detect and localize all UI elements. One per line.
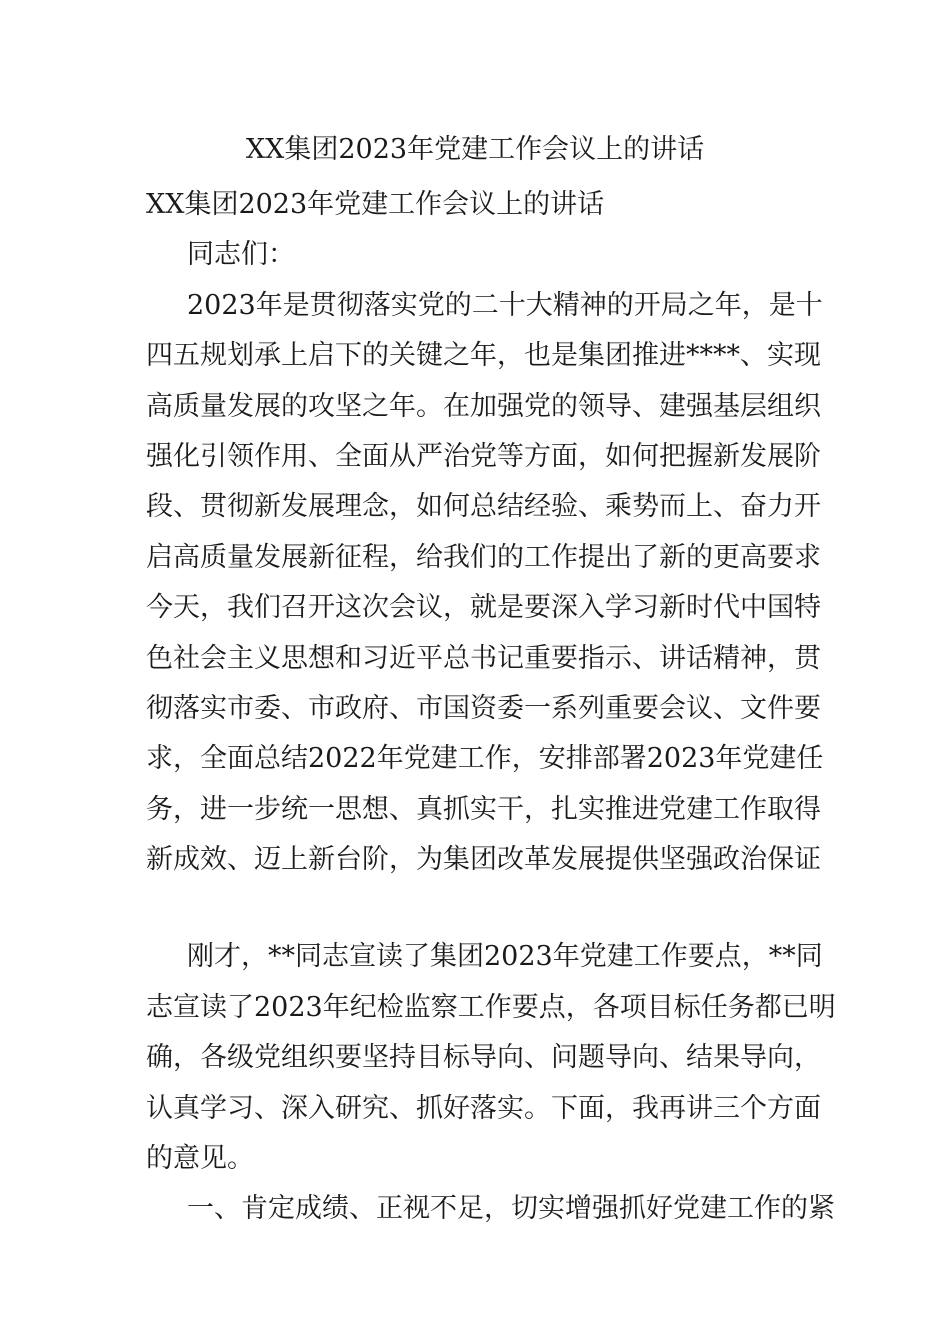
text-line: 启高质量发展新征程，给我们的工作提出了新的更高要求 [146, 541, 821, 573]
salutation: 同志们： [187, 239, 295, 271]
document-title: XX集团2023年党建工作会议上的讲话 [245, 134, 705, 165]
text-line: 确，各级党组织要坚持目标导向、问题导向、结果导向， [146, 1042, 821, 1074]
text-line: 2023年是贯彻落实党的二十大精神的开局之年，是十 [187, 289, 823, 321]
text-line: 求，全面总结2022年党建工作，安排部署2023年党建任 [146, 743, 824, 775]
text-line: 四五规划承上启下的关键之年，也是集团推进****、实现 [146, 340, 821, 372]
document-subtitle: XX集团2023年党建工作会议上的讲话 [146, 189, 605, 220]
text-line: 今天，我们召开这次会议，就是要深入学习新时代中国特 [146, 592, 821, 624]
text-line: 强化引领作用、全面从严治党等方面，如何把握新发展阶 [146, 440, 821, 472]
text-line: 新成效、迈上新台阶，为集团改革发展提供坚强政治保证 [146, 844, 821, 876]
paragraph-1 [146, 281, 824, 886]
text-line: 务，进一步统一思想、真抓实干，扎实推进党建工作取得 [146, 793, 821, 825]
text-line: 高质量发展的攻坚之年。在加强党的领导、建强基层组织 [146, 390, 821, 422]
text-line: 志宣读了2023年纪检监察工作要点，各项目标任务都已明 [146, 991, 836, 1023]
paragraph-2 [146, 932, 836, 1184]
text-line: 认真学习、深入研究、抓好落实。下面，我再讲三个方面 [146, 1092, 821, 1124]
document-body [146, 180, 836, 1235]
section-heading: 一、肯定成绩、正视不足，切实增强抓好党建工作的紧 [187, 1193, 835, 1225]
text-line: 的意见。 [146, 1143, 254, 1175]
text-line: 色社会主义思想和习近平总书记重要指示、讲话精神，贯 [146, 642, 821, 674]
paragraph-gap [146, 885, 804, 932]
text-line: 段、贯彻新发展理念，如何总结经验、乘势而上、奋力开 [146, 491, 821, 523]
text-line: 彻落实市委、市政府、市国资委一系列重要会议、文件要 [146, 692, 821, 724]
text-line: 刚才，**同志宣读了集团2023年党建工作要点，**同 [187, 941, 823, 973]
